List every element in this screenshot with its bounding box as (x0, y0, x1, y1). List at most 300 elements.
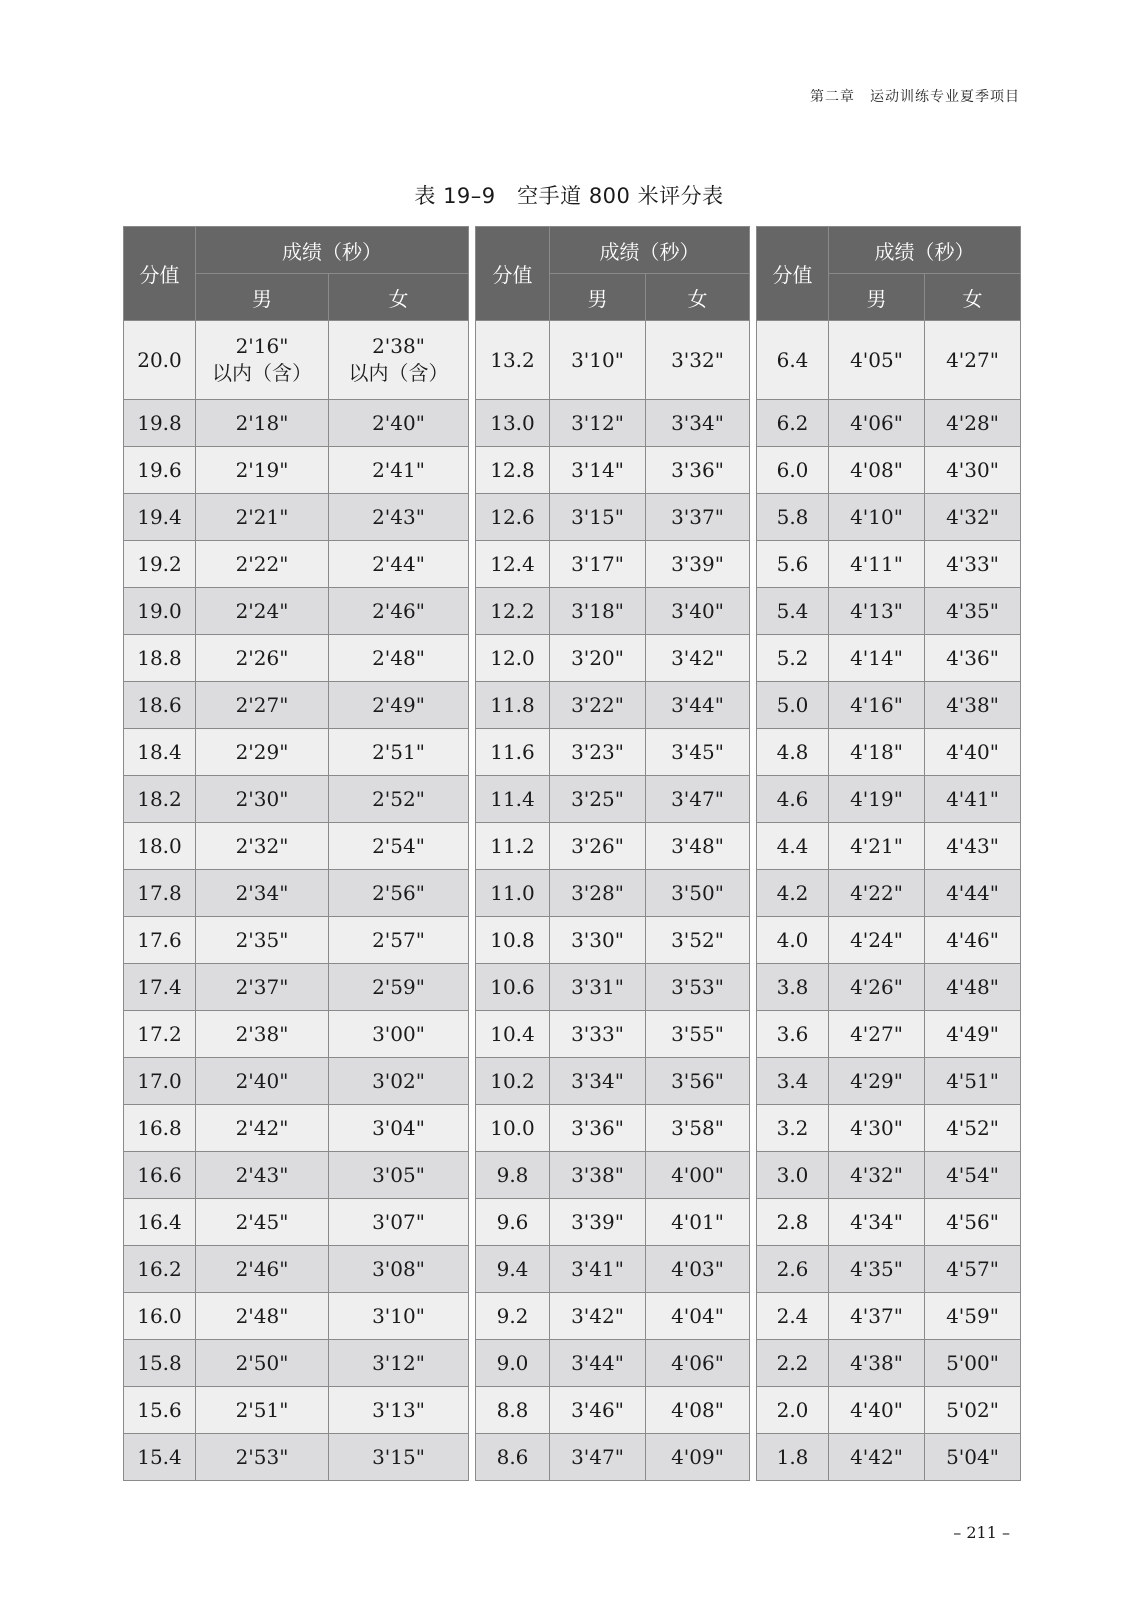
score-cell: 17.2 (124, 1011, 196, 1058)
table-row (476, 1387, 750, 1434)
table-row (757, 1011, 1021, 1058)
table-row (476, 1293, 750, 1340)
female-result-cell: 4'51" (925, 1058, 1021, 1105)
male-result-cell: 4'06" (829, 400, 925, 447)
score-cell: 9.4 (476, 1246, 550, 1293)
score-cell: 11.6 (476, 729, 550, 776)
table-row (757, 1152, 1021, 1199)
score-cell: 5.6 (757, 541, 829, 588)
male-result-cell: 4'40" (829, 1387, 925, 1434)
female-result-cell: 4'54" (925, 1152, 1021, 1199)
male-result-cell: 4'35" (829, 1246, 925, 1293)
score-cell: 10.0 (476, 1105, 550, 1152)
female-result-cell: 4'57" (925, 1246, 1021, 1293)
female-result-cell: 4'27" (925, 321, 1021, 400)
table-row (124, 964, 469, 1011)
female-result-cell: 2'59" (329, 964, 469, 1011)
score-cell: 6.4 (757, 321, 829, 400)
male-result-cell: 3'41" (550, 1246, 646, 1293)
female-header: 女 (646, 274, 750, 321)
score-cell: 17.4 (124, 964, 196, 1011)
female-result-cell: 3'10" (329, 1293, 469, 1340)
table-row (124, 447, 469, 494)
female-result-cell: 3'04" (329, 1105, 469, 1152)
male-result-cell: 4'18" (829, 729, 925, 776)
table-row (476, 1199, 750, 1246)
table-row (757, 494, 1021, 541)
score-header: 分值 (124, 227, 196, 321)
table-row (476, 776, 750, 823)
female-result-cell: 4'06" (646, 1340, 750, 1387)
female-result-cell: 4'08" (646, 1387, 750, 1434)
table-row (476, 682, 750, 729)
table-row (476, 588, 750, 635)
table-row (757, 1293, 1021, 1340)
female-result-cell: 3'48" (646, 823, 750, 870)
table-row (476, 823, 750, 870)
female-result-cell: 4'30" (925, 447, 1021, 494)
female-result-cell: 4'35" (925, 588, 1021, 635)
female-result-cell: 2'54" (329, 823, 469, 870)
female-result-cell: 3'36" (646, 447, 750, 494)
score-cell: 16.4 (124, 1199, 196, 1246)
female-result-cell: 3'08" (329, 1246, 469, 1293)
female-result-cell: 4'04" (646, 1293, 750, 1340)
female-result-cell: 3'44" (646, 682, 750, 729)
male-result-cell: 4'05" (829, 321, 925, 400)
male-result-cell: 4'19" (829, 776, 925, 823)
male-result-cell: 4'24" (829, 917, 925, 964)
table-row (757, 635, 1021, 682)
male-header: 男 (550, 274, 646, 321)
female-result-cell: 4'28" (925, 400, 1021, 447)
score-cell: 6.0 (757, 447, 829, 494)
male-result-cell: 4'30" (829, 1105, 925, 1152)
score-cell: 11.2 (476, 823, 550, 870)
male-result-cell: 2'43" (196, 1152, 329, 1199)
female-result-cell: 3'45" (646, 729, 750, 776)
male-result-cell: 2'32" (196, 823, 329, 870)
male-result-cell: 4'22" (829, 870, 925, 917)
male-result-cell: 3'26" (550, 823, 646, 870)
female-result-cell: 2'40" (329, 400, 469, 447)
male-header: 男 (829, 274, 925, 321)
score-cell: 5.0 (757, 682, 829, 729)
score-cell: 13.0 (476, 400, 550, 447)
male-result-cell: 3'25" (550, 776, 646, 823)
table-row (476, 400, 750, 447)
table-row (124, 400, 469, 447)
male-result-cell: 4'13" (829, 588, 925, 635)
score-cell: 5.2 (757, 635, 829, 682)
male-result-cell: 3'23" (550, 729, 646, 776)
table-row (476, 964, 750, 1011)
score-cell: 1.8 (757, 1434, 829, 1481)
male-result-cell: 3'15" (550, 494, 646, 541)
score-cell: 11.0 (476, 870, 550, 917)
female-result-cell: 4'43" (925, 823, 1021, 870)
male-result-cell: 2'30" (196, 776, 329, 823)
female-result-cell: 3'05" (329, 1152, 469, 1199)
male-result-cell: 4'11" (829, 541, 925, 588)
female-result-cell: 3'32" (646, 321, 750, 400)
table-row (124, 635, 469, 682)
score-cell: 4.8 (757, 729, 829, 776)
table-row (757, 823, 1021, 870)
score-cell: 18.2 (124, 776, 196, 823)
table-row (757, 964, 1021, 1011)
male-result-cell: 2'35" (196, 917, 329, 964)
female-result-cell: 2'46" (329, 588, 469, 635)
score-cell: 11.4 (476, 776, 550, 823)
male-result-cell: 3'30" (550, 917, 646, 964)
female-result-cell: 3'53" (646, 964, 750, 1011)
score-cell: 17.8 (124, 870, 196, 917)
table-row (476, 1434, 750, 1481)
male-result-cell: 3'28" (550, 870, 646, 917)
female-result-cell: 2'56" (329, 870, 469, 917)
table-row (757, 870, 1021, 917)
score-cell: 12.2 (476, 588, 550, 635)
female-result-cell: 4'52" (925, 1105, 1021, 1152)
table-title: 表 19–9 空手道 800 米评分表 (414, 184, 724, 208)
score-header: 分值 (757, 227, 829, 321)
score-cell: 8.8 (476, 1387, 550, 1434)
table-row (124, 1105, 469, 1152)
female-result-cell: 3'12" (329, 1340, 469, 1387)
table-row (124, 776, 469, 823)
table-row (757, 1340, 1021, 1387)
score-cell: 3.4 (757, 1058, 829, 1105)
score-cell: 20.0 (124, 321, 196, 400)
male-result-cell: 4'42" (829, 1434, 925, 1481)
score-cell: 19.0 (124, 588, 196, 635)
male-result-cell: 3'22" (550, 682, 646, 729)
male-result-cell: 2'21" (196, 494, 329, 541)
score-cell: 18.6 (124, 682, 196, 729)
score-cell: 9.2 (476, 1293, 550, 1340)
score-cell: 4.2 (757, 870, 829, 917)
male-result-cell: 3'36" (550, 1105, 646, 1152)
table-row (757, 400, 1021, 447)
table-row (124, 494, 469, 541)
table-row (757, 682, 1021, 729)
male-result-cell: 2'22" (196, 541, 329, 588)
table-row (476, 870, 750, 917)
female-result-cell: 4'41" (925, 776, 1021, 823)
female-result-cell: 4'48" (925, 964, 1021, 1011)
table-row (757, 1199, 1021, 1246)
table-row (476, 321, 750, 400)
result-header: 成绩（秒） (196, 227, 469, 274)
female-result-cell: 3'39" (646, 541, 750, 588)
table-row (757, 588, 1021, 635)
male-result-cell: 3'18" (550, 588, 646, 635)
score-cell: 10.6 (476, 964, 550, 1011)
score-cell: 15.4 (124, 1434, 196, 1481)
score-cell: 11.8 (476, 682, 550, 729)
male-result-cell: 4'34" (829, 1199, 925, 1246)
table-row (124, 1293, 469, 1340)
male-result-cell: 2'50" (196, 1340, 329, 1387)
female-result-cell: 4'59" (925, 1293, 1021, 1340)
table-row (124, 823, 469, 870)
male-result-cell: 2'53" (196, 1434, 329, 1481)
table-row (124, 1387, 469, 1434)
female-result-cell: 3'13" (329, 1387, 469, 1434)
female-result-cell: 5'02" (925, 1387, 1021, 1434)
female-result-cell: 3'02" (329, 1058, 469, 1105)
table-row (757, 1387, 1021, 1434)
female-result-cell: 2'38" 以内（含） (329, 321, 469, 400)
female-result-cell: 3'40" (646, 588, 750, 635)
score-cell: 12.4 (476, 541, 550, 588)
table-row (124, 588, 469, 635)
score-cell: 18.0 (124, 823, 196, 870)
female-result-cell: 2'52" (329, 776, 469, 823)
female-result-cell: 2'44" (329, 541, 469, 588)
score-cell: 12.0 (476, 635, 550, 682)
score-cell: 12.6 (476, 494, 550, 541)
male-result-cell: 3'17" (550, 541, 646, 588)
score-cell: 19.4 (124, 494, 196, 541)
score-cell: 17.6 (124, 917, 196, 964)
running-header: 第二章 运动训练专业夏季项目 (810, 89, 1020, 105)
female-result-cell: 2'43" (329, 494, 469, 541)
score-cell: 6.2 (757, 400, 829, 447)
male-result-cell: 2'40" (196, 1058, 329, 1105)
female-result-cell: 2'51" (329, 729, 469, 776)
table-row (757, 1058, 1021, 1105)
score-cell: 2.0 (757, 1387, 829, 1434)
female-result-cell: 2'48" (329, 635, 469, 682)
table-row (476, 1152, 750, 1199)
table-row (757, 321, 1021, 400)
male-result-cell: 3'12" (550, 400, 646, 447)
result-header: 成绩（秒） (829, 227, 1021, 274)
score-cell: 3.2 (757, 1105, 829, 1152)
male-result-cell: 4'21" (829, 823, 925, 870)
male-result-cell: 3'33" (550, 1011, 646, 1058)
table-row (124, 1246, 469, 1293)
table-row (124, 1340, 469, 1387)
score-cell: 2.6 (757, 1246, 829, 1293)
table-row (757, 541, 1021, 588)
score-cell: 19.2 (124, 541, 196, 588)
table-row (476, 1105, 750, 1152)
table-row (757, 1105, 1021, 1152)
male-result-cell: 3'34" (550, 1058, 646, 1105)
male-result-cell: 4'38" (829, 1340, 925, 1387)
male-result-cell: 4'29" (829, 1058, 925, 1105)
score-cell: 2.2 (757, 1340, 829, 1387)
table-row (476, 729, 750, 776)
female-result-cell: 3'52" (646, 917, 750, 964)
table-row (757, 729, 1021, 776)
score-cell: 4.4 (757, 823, 829, 870)
male-header: 男 (196, 274, 329, 321)
female-result-cell: 4'36" (925, 635, 1021, 682)
score-cell: 15.8 (124, 1340, 196, 1387)
male-result-cell: 2'29" (196, 729, 329, 776)
male-result-cell: 2'16" 以内（含） (196, 321, 329, 400)
score-cell: 3.8 (757, 964, 829, 1011)
table-row (757, 776, 1021, 823)
male-result-cell: 3'47" (550, 1434, 646, 1481)
male-result-cell: 4'10" (829, 494, 925, 541)
male-result-cell: 2'24" (196, 588, 329, 635)
male-result-cell: 4'27" (829, 1011, 925, 1058)
male-result-cell: 3'38" (550, 1152, 646, 1199)
score-table-1 (123, 226, 469, 1481)
table-row (476, 917, 750, 964)
table-row (124, 1434, 469, 1481)
male-result-cell: 4'14" (829, 635, 925, 682)
female-result-cell: 3'07" (329, 1199, 469, 1246)
table-row (476, 1011, 750, 1058)
male-result-cell: 2'27" (196, 682, 329, 729)
score-cell: 2.4 (757, 1293, 829, 1340)
score-table-3 (756, 226, 1021, 1481)
male-result-cell: 4'16" (829, 682, 925, 729)
score-cell: 5.4 (757, 588, 829, 635)
male-result-cell: 2'38" (196, 1011, 329, 1058)
female-result-cell: 4'49" (925, 1011, 1021, 1058)
table-row (757, 1246, 1021, 1293)
score-table-2 (475, 226, 750, 1481)
table-row (124, 1199, 469, 1246)
score-cell: 9.8 (476, 1152, 550, 1199)
female-header: 女 (329, 274, 469, 321)
female-result-cell: 3'55" (646, 1011, 750, 1058)
female-result-cell: 3'50" (646, 870, 750, 917)
male-result-cell: 3'39" (550, 1199, 646, 1246)
table-row (757, 447, 1021, 494)
score-tables (123, 226, 1021, 1481)
male-result-cell: 3'20" (550, 635, 646, 682)
female-result-cell: 3'42" (646, 635, 750, 682)
table-row (124, 682, 469, 729)
table-row (476, 494, 750, 541)
score-cell: 10.4 (476, 1011, 550, 1058)
male-result-cell: 2'51" (196, 1387, 329, 1434)
table-row (124, 1152, 469, 1199)
male-result-cell: 2'42" (196, 1105, 329, 1152)
score-cell: 16.6 (124, 1152, 196, 1199)
score-cell: 16.8 (124, 1105, 196, 1152)
female-result-cell: 4'03" (646, 1246, 750, 1293)
score-cell: 13.2 (476, 321, 550, 400)
score-cell: 4.0 (757, 917, 829, 964)
score-cell: 3.0 (757, 1152, 829, 1199)
table-row (757, 917, 1021, 964)
male-result-cell: 2'37" (196, 964, 329, 1011)
female-result-cell: 4'32" (925, 494, 1021, 541)
female-result-cell: 4'01" (646, 1199, 750, 1246)
table-row (124, 870, 469, 917)
male-result-cell: 3'44" (550, 1340, 646, 1387)
score-cell: 16.0 (124, 1293, 196, 1340)
score-cell: 18.8 (124, 635, 196, 682)
score-cell: 9.0 (476, 1340, 550, 1387)
female-result-cell: 3'56" (646, 1058, 750, 1105)
female-result-cell: 4'38" (925, 682, 1021, 729)
male-result-cell: 3'46" (550, 1387, 646, 1434)
female-result-cell: 3'00" (329, 1011, 469, 1058)
female-result-cell: 2'57" (329, 917, 469, 964)
table-row (476, 447, 750, 494)
male-result-cell: 2'18" (196, 400, 329, 447)
male-result-cell: 3'10" (550, 321, 646, 400)
male-result-cell: 2'34" (196, 870, 329, 917)
female-result-cell: 2'49" (329, 682, 469, 729)
table-row (476, 1058, 750, 1105)
female-result-cell: 5'00" (925, 1340, 1021, 1387)
score-cell: 8.6 (476, 1434, 550, 1481)
result-header: 成绩（秒） (550, 227, 750, 274)
page-number: – 211 – (953, 1523, 1010, 1542)
male-result-cell: 4'08" (829, 447, 925, 494)
female-result-cell: 3'15" (329, 1434, 469, 1481)
female-result-cell: 4'46" (925, 917, 1021, 964)
score-header: 分值 (476, 227, 550, 321)
table-row (476, 541, 750, 588)
table-row (757, 1434, 1021, 1481)
table-row (124, 321, 469, 400)
score-cell: 16.2 (124, 1246, 196, 1293)
male-result-cell: 3'14" (550, 447, 646, 494)
male-result-cell: 3'31" (550, 964, 646, 1011)
score-cell: 17.0 (124, 1058, 196, 1105)
female-result-cell: 4'56" (925, 1199, 1021, 1246)
female-result-cell: 4'00" (646, 1152, 750, 1199)
score-cell: 9.6 (476, 1199, 550, 1246)
score-cell: 18.4 (124, 729, 196, 776)
male-result-cell: 2'48" (196, 1293, 329, 1340)
score-cell: 19.8 (124, 400, 196, 447)
female-result-cell: 3'37" (646, 494, 750, 541)
score-cell: 12.8 (476, 447, 550, 494)
male-result-cell: 2'46" (196, 1246, 329, 1293)
table-row (124, 917, 469, 964)
score-cell: 10.8 (476, 917, 550, 964)
female-result-cell: 4'33" (925, 541, 1021, 588)
male-result-cell: 4'32" (829, 1152, 925, 1199)
female-result-cell: 4'09" (646, 1434, 750, 1481)
score-cell: 10.2 (476, 1058, 550, 1105)
score-cell: 15.6 (124, 1387, 196, 1434)
female-result-cell: 3'58" (646, 1105, 750, 1152)
male-result-cell: 4'26" (829, 964, 925, 1011)
score-cell: 5.8 (757, 494, 829, 541)
score-cell: 4.6 (757, 776, 829, 823)
male-result-cell: 3'42" (550, 1293, 646, 1340)
male-result-cell: 4'37" (829, 1293, 925, 1340)
male-result-cell: 2'45" (196, 1199, 329, 1246)
table-row (476, 635, 750, 682)
table-row (124, 541, 469, 588)
male-result-cell: 2'19" (196, 447, 329, 494)
table-row (476, 1246, 750, 1293)
female-header: 女 (925, 274, 1021, 321)
table-row (124, 1011, 469, 1058)
table-row (124, 1058, 469, 1105)
female-result-cell: 5'04" (925, 1434, 1021, 1481)
female-result-cell: 4'44" (925, 870, 1021, 917)
score-cell: 3.6 (757, 1011, 829, 1058)
table-row (124, 729, 469, 776)
score-cell: 2.8 (757, 1199, 829, 1246)
